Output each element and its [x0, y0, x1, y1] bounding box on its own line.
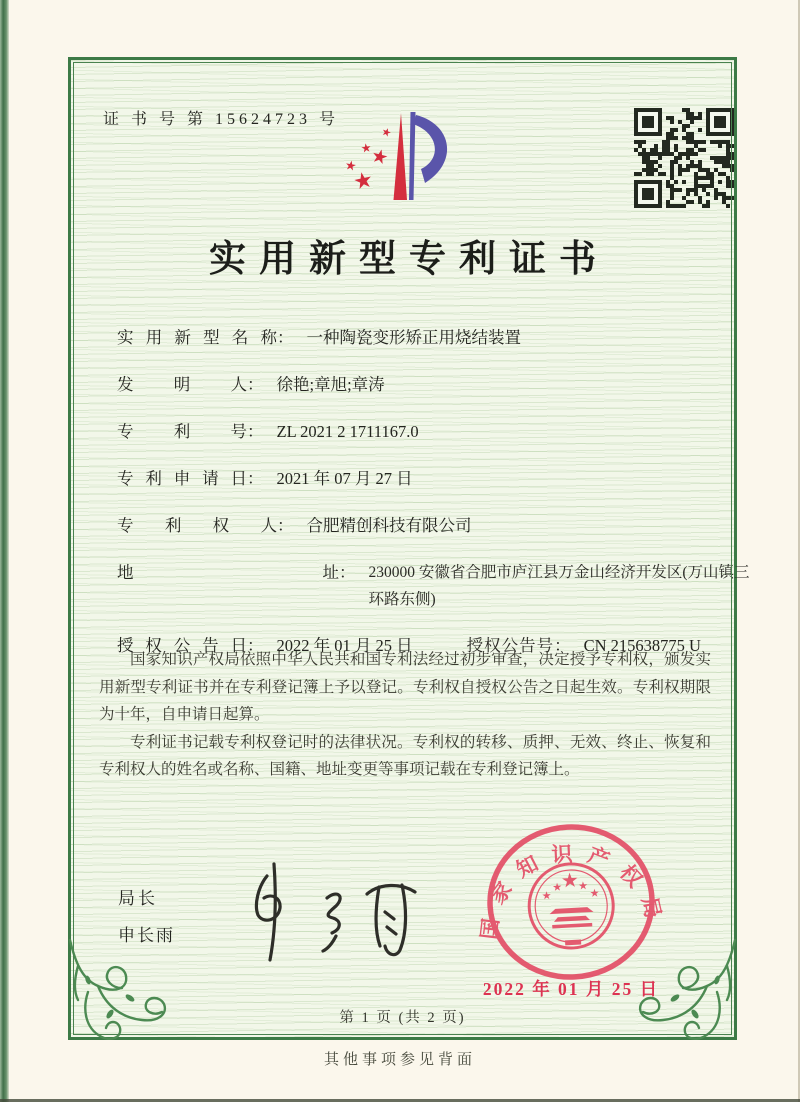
- field-colon: ：: [247, 469, 264, 488]
- svg-text:★: ★: [379, 124, 394, 141]
- field-label: 专利申请日: [117, 469, 247, 488]
- flourish-bottom-left-icon: [66, 936, 174, 1044]
- logo-blue-bowl: [413, 115, 447, 183]
- legal-paragraph-1: 国家知识产权局依照中华人民共和国专利法经过初步审查，决定授予专利权，颁发实用新型专利证书并在专利登记簿上予以登记。专利权自授权公告之日起生效。专利权期限为十年，自申请日起算。: [99, 651, 711, 723]
- scan-spine-edge: [0, 0, 9, 1102]
- svg-text:★: ★: [551, 880, 563, 894]
- svg-text:★: ★: [351, 167, 376, 196]
- field-value: 徐艳;章旭;章涛: [276, 375, 385, 394]
- commissioner-title: 局长: [118, 889, 158, 908]
- field-value: 2022 年 01 月 25 日: [276, 636, 413, 655]
- address-line-2: 环路东侧): [368, 591, 436, 608]
- field-value: 2021 年 07 月 27 日: [276, 469, 413, 488]
- field-row-filing-date: [117, 465, 707, 493]
- field-colon: ：: [277, 328, 294, 347]
- seal-ring-text: 国家知识产权局: [477, 841, 669, 941]
- fields-block: [117, 324, 750, 679]
- flourish-bottom-right-icon: [631, 936, 739, 1044]
- svg-text:★: ★: [541, 889, 552, 903]
- field-row-patentee: [117, 512, 707, 540]
- seal-national-emblem: [527, 862, 615, 950]
- field-label: 专利号: [117, 422, 247, 441]
- field-colon: ：: [339, 563, 356, 582]
- svg-text:★: ★: [577, 879, 589, 893]
- cnipa-logo-icon: [333, 110, 473, 220]
- logo-red-wedge: [394, 113, 408, 200]
- legal-text: [99, 646, 711, 784]
- svg-text:★: ★: [368, 144, 391, 170]
- field-label: 专利权人: [117, 516, 277, 535]
- logo-blue-stem: [409, 112, 416, 200]
- certificate-title: 实用新型专利证书: [209, 239, 609, 280]
- seal-date: 2022 年 01 月 25 日: [482, 979, 660, 999]
- field-value: CN 215638775 U: [583, 636, 701, 655]
- field-row-address: [117, 559, 750, 613]
- field-value: 一种陶瓷变形矫正用烧结装置: [306, 328, 521, 347]
- field-row-inventors: [117, 371, 707, 399]
- qr-code: [634, 108, 734, 208]
- field-value: ZL 2021 2 1711167.0: [276, 422, 419, 441]
- field-colon: ：: [554, 636, 571, 655]
- page-number: 第 1 页 (共 2 页): [339, 1010, 466, 1026]
- field-label: 授权公告号: [466, 636, 555, 655]
- svg-text:★: ★: [589, 886, 600, 901]
- svg-text:★: ★: [359, 140, 373, 156]
- commissioner-name: 申长雨: [118, 926, 175, 945]
- field-colon: ：: [247, 375, 264, 394]
- director-signature: [229, 856, 439, 971]
- field-row-name: [117, 324, 707, 352]
- svg-text:★: ★: [560, 867, 580, 893]
- legal-paragraph-2: 专利证书记载专利权登记时的法律状况。专利权的转移、质押、无效、终止、恢复和专利权人的姓名或名称、国籍、地址变更等事项记载在专利登记簿上。: [99, 733, 711, 778]
- field-label: 地址: [117, 563, 339, 582]
- field-colon: ：: [247, 636, 264, 655]
- certificate-frame: [68, 57, 750, 1040]
- field-label: 授权公告日: [117, 636, 247, 655]
- field-value: 合肥精创科技有限公司: [306, 516, 472, 535]
- field-row-patent-number: [117, 418, 707, 446]
- address-line-1: 230000 安徽省合肥市庐江县万金山经济开发区(万山镇三: [368, 564, 750, 581]
- field-value: [369, 559, 750, 613]
- svg-text:★: ★: [343, 158, 358, 175]
- field-label: 发明人: [117, 375, 247, 394]
- field-colon: ：: [277, 516, 294, 535]
- field-label: 实用新型名称: [117, 328, 277, 347]
- back-note: 其他事项参见背面: [323, 1052, 476, 1068]
- field-colon: ：: [247, 422, 264, 441]
- certificate-number: 证 书 号 第 15624723 号: [103, 111, 340, 128]
